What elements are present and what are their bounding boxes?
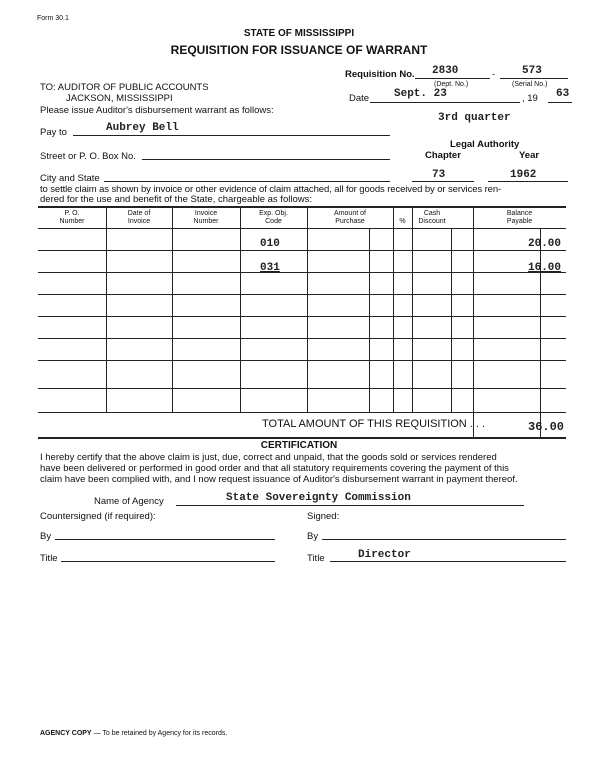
signed-title-label: Title [307, 553, 325, 564]
countersign-by-label: By [40, 531, 52, 542]
street-label: Street or P. O. Box No. [40, 151, 136, 162]
legal-year-line [488, 181, 568, 182]
signed-by-label: By [307, 531, 319, 542]
date-year[interactable]: 63 [556, 88, 570, 100]
dept-caption: (Dept. No.) [434, 81, 469, 88]
year-label: Year [519, 150, 540, 161]
footer-retain-text: — To be retained by Agency for its records. [93, 730, 228, 737]
table-row-rule [38, 338, 566, 339]
table-header-rule [38, 228, 566, 229]
date-year-line [548, 102, 572, 103]
row-2-exp-code[interactable]: 031 [260, 262, 280, 274]
table-row-rule [38, 316, 566, 317]
total-value[interactable]: 36.00 [528, 420, 565, 434]
signed-title-value[interactable]: Director [358, 549, 411, 561]
date-line [370, 102, 520, 103]
form-title: REQUISITION FOR ISSUANCE OF WARRANT [170, 43, 428, 57]
row-1-exp-code[interactable]: 010 [260, 238, 280, 250]
table-row-rule [38, 272, 566, 273]
header-cash-line-1: Cash [423, 210, 441, 217]
header-percent: % [399, 218, 406, 225]
chapter-label: Chapter [425, 150, 461, 161]
date-label: Date [349, 93, 370, 104]
header-cash-discount [412, 210, 452, 226]
header-exp-line-2: Code [265, 218, 282, 225]
table-row-rule [38, 388, 566, 389]
header-invoice [172, 210, 240, 226]
table-row-rule [38, 294, 566, 295]
header-invoice-line-1: Invoice [194, 210, 218, 217]
footer-agency-copy: AGENCY COPY [40, 730, 92, 737]
header-exp-code [240, 210, 307, 226]
legal-authority-title: Legal Authority [450, 139, 520, 150]
header-po-line-1: P. O. [64, 210, 80, 217]
row-1-balance[interactable]: 20.00 [528, 238, 562, 250]
header-balance-line-1: Balance [506, 210, 533, 217]
table-col-rule [307, 206, 308, 412]
signed-by-line[interactable] [322, 539, 566, 540]
street-line[interactable] [142, 159, 390, 160]
quarter-value[interactable]: 3rd quarter [438, 112, 511, 124]
addressee-line-1: TO: AUDITOR OF PUBLIC ACCOUNTS [40, 82, 209, 93]
table-row-rule [38, 412, 566, 413]
table-col-rule [473, 206, 474, 437]
table-top-rule [38, 206, 566, 208]
header-cash-line-2: Discount [418, 218, 446, 225]
requisition-label: Requisition No. [345, 69, 415, 80]
legal-year-value[interactable]: 1962 [510, 169, 537, 181]
state-heading: STATE OF MISSISSIPPI [243, 28, 355, 39]
header-po-line-2: Number [59, 218, 85, 225]
date-year-prefix: , 19 [522, 93, 538, 104]
countersign-by-line[interactable] [55, 539, 275, 540]
addressee-line-2: JACKSON, MISSISSIPPI [66, 93, 173, 104]
agency-value[interactable]: State Sovereignty Commission [226, 492, 411, 504]
header-balance [473, 210, 566, 226]
certification-line-2: have been delivered or performed in good order and that all statutory requirements covering the payment of this [40, 463, 509, 474]
requisition-dash: - [492, 69, 496, 80]
instruction-text: Please issue Auditor's disbursement warrant as follows: [40, 105, 274, 116]
certification-line-3: claim have been complied with, and I now request issuance of Auditor's disbursement warrant in payment thereof. [40, 474, 518, 485]
date-value[interactable]: Sept. 23 [394, 88, 447, 100]
form-number: Form 30.1 [37, 15, 69, 22]
table-bottom-rule [38, 437, 566, 439]
header-date [106, 210, 172, 226]
header-exp-line-1: Exp. Obj. [259, 210, 288, 217]
header-po [38, 210, 106, 226]
table-col-rule [412, 206, 413, 412]
certification-title: CERTIFICATION [260, 440, 338, 451]
city-label: City and State [40, 173, 100, 184]
pay-to-label: Pay to [40, 127, 67, 138]
agency-line [176, 505, 524, 506]
pay-to-line [73, 135, 390, 136]
dept-number[interactable]: 2830 [432, 65, 459, 77]
table-col-rule [240, 206, 241, 412]
header-balance-line-2: Payable [506, 218, 533, 225]
chapter-line [412, 181, 474, 182]
signed-label: Signed: [307, 511, 340, 522]
chapter-value[interactable]: 73 [432, 169, 446, 181]
city-line[interactable] [104, 181, 390, 182]
certification-line-1: I hereby certify that the above claim is just, due, correct and unpaid, that the goods sold or services rendered [40, 452, 497, 463]
settle-text-line-2: dered for the use and benefit of the State, chargeable as follows: [40, 194, 312, 205]
total-label: TOTAL AMOUNT OF THIS REQUISITION . . . [262, 418, 486, 430]
countersign-title-line[interactable] [61, 561, 275, 562]
table-col-rule [172, 206, 173, 412]
countersign-title-label: Title [40, 553, 58, 564]
row-2-balance[interactable]: 16.00 [528, 262, 562, 274]
header-amount-line-1: Amount of [334, 210, 366, 217]
table-col-rule [106, 206, 107, 412]
dept-number-line [415, 78, 490, 79]
table-col-rule [393, 206, 394, 412]
header-date-line-2: Invoice [127, 218, 151, 225]
serial-number[interactable]: 573 [522, 65, 542, 77]
serial-caption: (Serial No.) [512, 81, 548, 88]
header-invoice-line-2: Number [193, 218, 219, 225]
header-amount-line-2: Purchase [335, 218, 365, 225]
balance-cents-rule [540, 228, 541, 437]
settle-text-line-1: to settle claim as shown by invoice or other evidence of claim attached, all for goods received by or services ren- [40, 184, 502, 195]
amount-cents-rule [369, 228, 370, 412]
table-row-rule [38, 360, 566, 361]
serial-number-line [500, 78, 568, 79]
footer-note [40, 730, 227, 737]
signed-title-line [330, 561, 566, 562]
agency-label: Name of Agency [94, 496, 164, 507]
countersigned-label: Countersigned (if required): [40, 511, 156, 522]
header-date-line-1: Date of [127, 210, 151, 217]
table-row-rule [38, 250, 566, 251]
pay-to-value[interactable]: Aubrey Bell [106, 122, 179, 134]
discount-cents-rule [451, 228, 452, 412]
header-amount [307, 210, 393, 226]
